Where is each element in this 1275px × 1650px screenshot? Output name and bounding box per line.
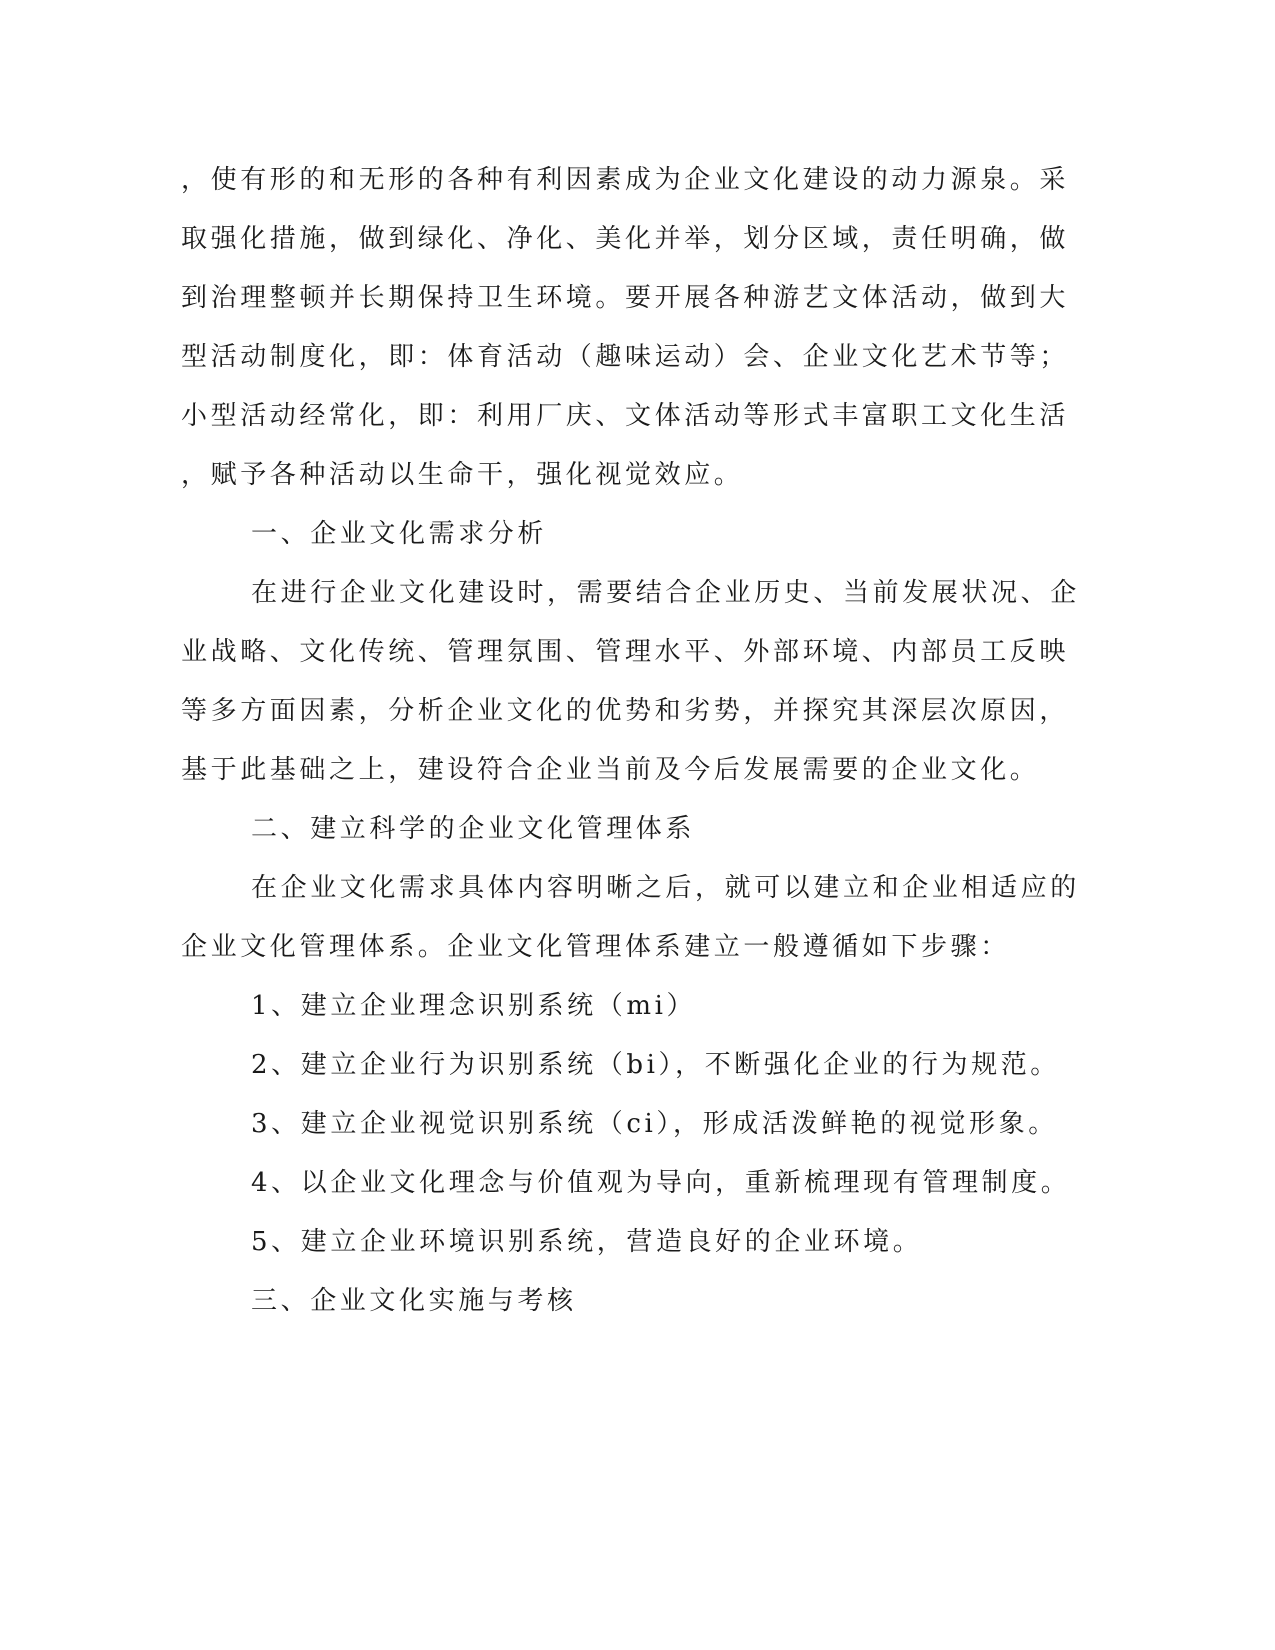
list-item: 3、建立企业视觉识别系统（ci），形成活泼鲜艳的视觉形象。	[251, 1109, 1058, 1139]
paragraph-line: 在进行企业文化建设时，需要结合企业历史、当前发展状况、企	[251, 578, 1080, 608]
paragraph-line: 型活动制度化，即：体育活动（趣味运动）会、企业文化艺术节等；	[181, 342, 1070, 372]
list-item: 2、建立企业行为识别系统（bi），不断强化企业的行为规范。	[251, 1050, 1060, 1080]
paragraph-line: ，赋予各种活动以生命干，强化视觉效应。	[181, 460, 744, 490]
paragraph-line: 在企业文化需求具体内容明晰之后，就可以建立和企业相适应的	[251, 873, 1080, 903]
list-item: 5、建立企业环境识别系统，营造良好的企业环境。	[251, 1227, 923, 1257]
list-item: 4、以企业文化理念与价值观为导向，重新梳理现有管理制度。	[251, 1168, 1071, 1198]
section-heading: 一、企业文化需求分析	[251, 519, 548, 549]
paragraph-line: 基于此基础之上，建设符合企业当前及今后发展需要的企业文化。	[181, 755, 1040, 785]
paragraph-line: ，使有形的和无形的各种有利因素成为企业文化建设的动力源泉。采	[181, 165, 1070, 195]
paragraph-line: 企业文化管理体系。企业文化管理体系建立一般遵循如下步骤：	[181, 932, 1010, 962]
paragraph-line: 小型活动经常化，即：利用厂庆、文体活动等形式丰富职工文化生活	[181, 401, 1070, 431]
section-heading: 二、建立科学的企业文化管理体系	[251, 814, 696, 844]
paragraph-line: 取强化措施，做到绿化、净化、美化并举，划分区域，责任明确，做	[181, 224, 1070, 254]
paragraph-line: 业战略、文化传统、管理氛围、管理水平、外部环境、内部员工反映	[181, 637, 1070, 667]
paragraph-line: 等多方面因素，分析企业文化的优势和劣势，并探究其深层次原因，	[181, 696, 1070, 726]
paragraph-line: 到治理整顿并长期保持卫生环境。要开展各种游艺文体活动，做到大	[181, 283, 1070, 313]
section-heading: 三、企业文化实施与考核	[251, 1286, 577, 1316]
list-item: 1、建立企业理念识别系统（mi）	[251, 991, 697, 1021]
